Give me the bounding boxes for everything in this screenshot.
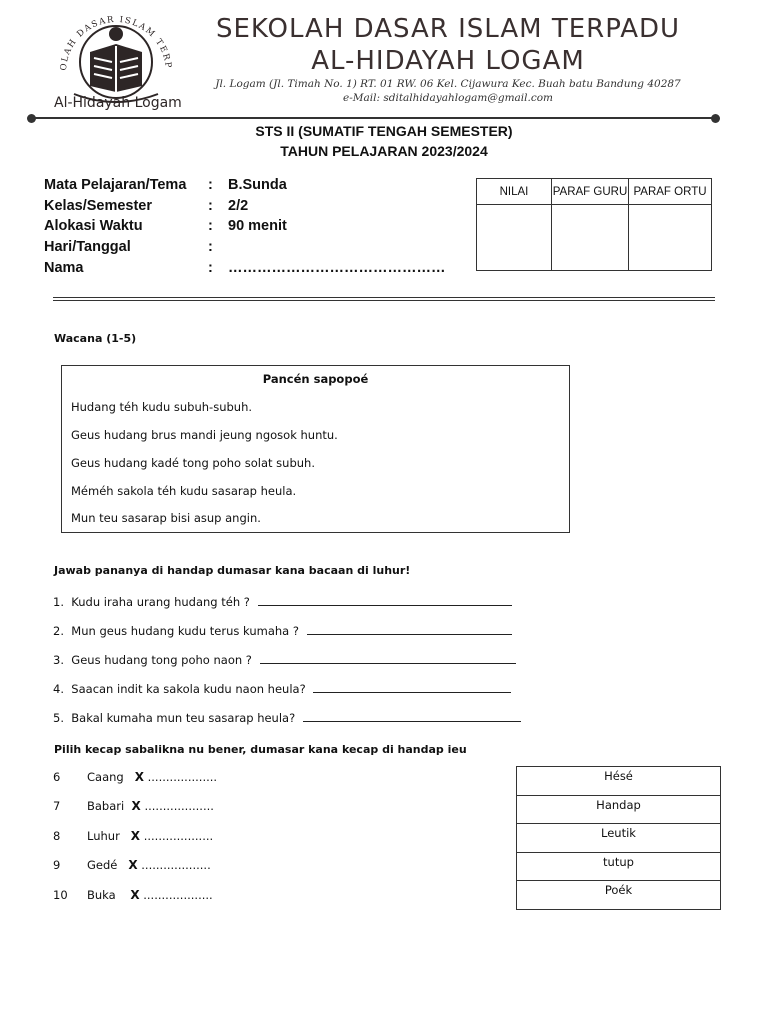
info-colon: :	[208, 198, 213, 214]
info-label-name: Nama	[44, 260, 84, 276]
antonym-row	[87, 888, 213, 902]
antonym-answer-blank[interactable]: ...................	[143, 888, 213, 902]
info-colon: :	[208, 218, 213, 234]
question-item	[53, 622, 512, 638]
antonym-x: X	[130, 888, 140, 902]
antonym-option: tutup	[517, 852, 721, 881]
antonym-x: X	[131, 799, 141, 813]
question-number: 5.	[53, 711, 64, 725]
question-item	[53, 709, 521, 725]
grade-header-parent: PARAF ORTU	[629, 179, 712, 205]
antonym-option: Leutik	[517, 824, 721, 853]
question-text: Geus hudang tong poho naon ?	[71, 653, 252, 667]
answer-blank[interactable]	[258, 593, 512, 606]
question-item	[53, 680, 511, 696]
answer-blank[interactable]	[303, 709, 521, 722]
info-value-name[interactable]: ………………………………………	[228, 260, 446, 276]
antonym-row	[87, 770, 217, 784]
antonym-number: 9	[53, 858, 61, 872]
school-name-line1: SEKOLAH DASAR ISLAM TERPADU	[215, 14, 681, 44]
info-label-class: Kelas/Semester	[44, 198, 153, 214]
antonym-option: Hésé	[517, 767, 721, 796]
question-item	[53, 651, 516, 667]
antonym-number: 8	[53, 829, 61, 843]
antonym-number: 6	[53, 770, 61, 784]
reading-line: Geus hudang kadé tong poho solat subuh.	[71, 456, 315, 470]
logo-arc-text: OLAH DASAR ISLAM TERP	[58, 14, 173, 72]
info-label-subject: Mata Pelajaran/Tema	[44, 177, 187, 193]
antonym-option: Poék	[517, 881, 721, 910]
divider-dot-right	[711, 114, 720, 123]
antonym-option: Handap	[517, 795, 721, 824]
question-number: 2.	[53, 624, 64, 638]
antonym-number: 10	[53, 888, 68, 902]
divider-dot-left	[27, 114, 36, 123]
antonym-row	[87, 799, 214, 813]
answer-blank[interactable]	[313, 680, 511, 693]
antonym-word: Luhur	[87, 829, 120, 843]
info-colon: :	[208, 260, 213, 276]
grade-cell-teacher[interactable]	[552, 205, 629, 271]
info-colon: :	[208, 239, 213, 255]
info-value-subject: B.Sunda	[228, 177, 287, 193]
grade-header-score: NILAI	[477, 179, 552, 205]
header-divider	[32, 117, 716, 119]
antonym-answer-blank[interactable]: ...................	[144, 799, 214, 813]
question-item	[53, 593, 512, 609]
reading-line: Mun teu sasarap bisi asup angin.	[71, 511, 261, 525]
antonym-answer-blank[interactable]: ...................	[141, 858, 211, 872]
question-text: Saacan indit ka sakola kudu naon heula?	[71, 682, 306, 696]
antonym-options-table	[516, 766, 721, 910]
antonym-answer-blank[interactable]: ...................	[143, 829, 214, 843]
question-text: Bakal kumaha mun teu sasarap heula?	[71, 711, 296, 725]
reading-line: Méméh sakola téh kudu sasarap heula.	[71, 484, 297, 498]
question-number: 4.	[53, 682, 64, 696]
reading-line: Geus hudang brus mandi jeung ngosok huntu.	[71, 428, 338, 442]
info-label-date: Hari/Tanggal	[44, 239, 131, 255]
antonym-x: X	[130, 829, 141, 843]
logo-caption: Al-Hidayah Logam	[54, 95, 182, 111]
question-number: 1.	[53, 595, 64, 609]
answer-blank[interactable]	[260, 651, 516, 664]
antonym-word: Babari	[87, 799, 125, 813]
grade-cell-parent[interactable]	[629, 205, 712, 271]
school-name-line2: AL-HIDAYAH LOGAM	[311, 46, 585, 76]
school-address: Jl. Logam (Jl. Timah No. 1) RT. 01 RW. 06 Kel. Cijawura Kec. Buah batu Bandung 40287	[215, 78, 681, 90]
antonym-answer-blank[interactable]: ...................	[147, 770, 218, 784]
reading-passage-box	[61, 365, 570, 533]
questions-instruction: Jawab pananya di handap dumasar kana bacaan di luhur!	[54, 564, 411, 577]
antonym-number: 7	[53, 799, 61, 813]
info-value-time: 90 menit	[228, 218, 287, 234]
info-value-class: 2/2	[228, 198, 249, 214]
reading-passage-title: Pancén sapopoé	[262, 372, 369, 386]
reading-line: Hudang téh kudu subuh-subuh.	[71, 400, 253, 414]
grade-cell-score[interactable]	[477, 205, 552, 271]
antonym-x: X	[134, 770, 144, 784]
question-number: 3.	[53, 653, 64, 667]
antonym-word: Gedé	[87, 858, 118, 872]
exam-title: STS II (SUMATIF TENGAH SEMESTER)	[255, 123, 513, 139]
grade-table	[476, 178, 712, 271]
antonym-word: Buka	[87, 888, 116, 902]
school-email: e-Mail: sditalhidayahlogam@gmail.com	[343, 92, 553, 104]
question-text: Kudu iraha urang hudang téh ?	[71, 595, 250, 609]
antonym-row	[87, 829, 213, 843]
grade-header-teacher: PARAF GURU	[552, 179, 629, 205]
question-text: Mun geus hudang kudu terus kumaha ?	[71, 624, 299, 638]
section-divider	[53, 297, 715, 298]
section-divider	[53, 300, 715, 301]
antonym-row	[87, 858, 211, 872]
antonym-x: X	[128, 858, 138, 872]
reading-section-label: Wacana (1-5)	[54, 332, 137, 345]
info-label-time: Alokasi Waktu	[44, 218, 143, 234]
info-colon: :	[208, 177, 213, 193]
exam-year: TAHUN PELAJARAN 2023/2024	[280, 143, 488, 159]
answer-blank[interactable]	[307, 622, 512, 635]
antonym-word: Caang	[87, 770, 124, 784]
antonyms-instruction: Pilih kecap sabalikna nu bener, dumasar kana kecap di handap ieu	[54, 743, 467, 756]
